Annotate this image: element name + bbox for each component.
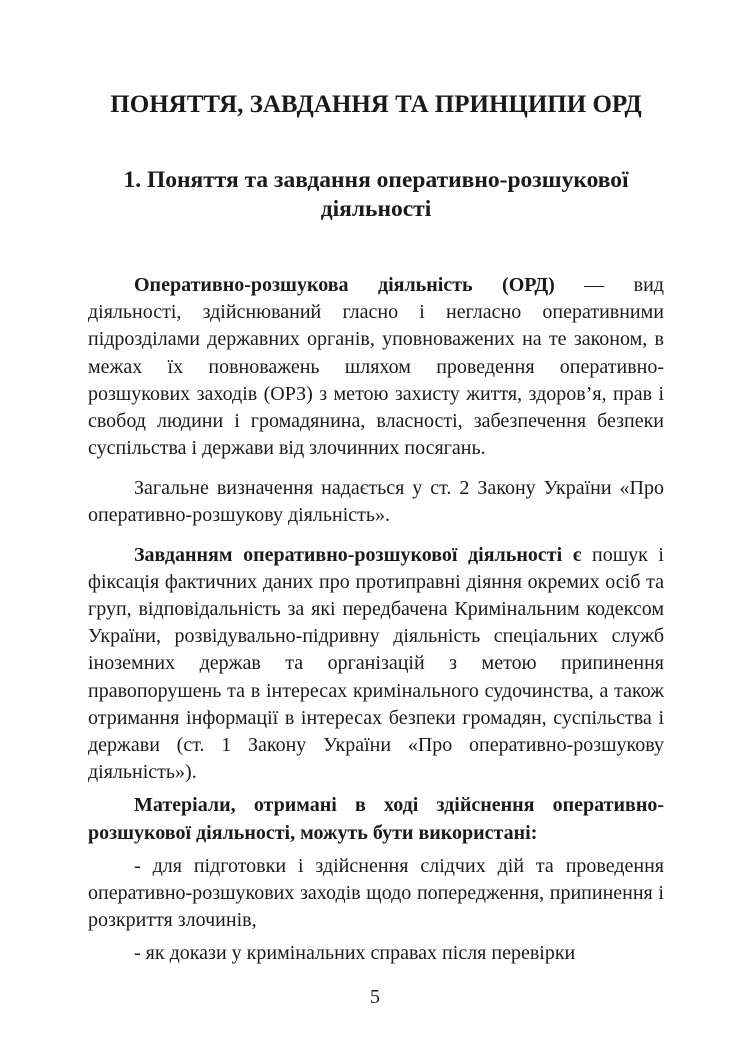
term-materials: Матеріали, отримані в ході здійснення оперативно-розшукової діяльності, можуть бути використані: xyxy=(88,794,664,844)
list-item-evidence-text: - як докази у кримінальних справах після перевірки xyxy=(134,942,576,965)
chapter-title: ПОНЯТТЯ, ЗАВДАННЯ ТА ПРИНЦИПИ ОРД xyxy=(110,91,642,118)
body-text xyxy=(88,272,664,968)
section-title xyxy=(88,166,664,224)
paragraph-materials xyxy=(88,792,664,846)
section-title-line-2: діяльності xyxy=(320,196,432,222)
list-item-investigation xyxy=(88,853,664,935)
list-item-investigation-text: - для підготовки і здійснення слідчих дій та проведення оперативно-розшукових заходів щодо попередження, припинення і розкриття злочинів, xyxy=(88,854,664,932)
paragraph-law-reference xyxy=(88,475,664,529)
term-tasks: Завданням оперативно-розшукової діяльності є xyxy=(134,543,582,566)
paragraph-definition xyxy=(88,272,664,462)
section-title-line-1: 1. Поняття та завдання оперативно-розшукової xyxy=(123,167,629,193)
law-reference-text: Загальне визначення надається у ст. 2 Закону України «Про оперативно-розшукову діяльність». xyxy=(88,476,664,527)
page-number: 5 xyxy=(370,986,380,1008)
list-item-evidence xyxy=(88,940,664,967)
tasks-text: пошук і фіксація фактичних даних про протиправні діяння окремих осіб та груп, відповідальність за які передбачена Кримінальним кодексом України, розвідувально-підривну діяльність спеціальних служб іноземних держав та організацій з метою припинення правопорушень та в інтересах кримінального судочинства, а також отримання інформації в інтересах безпеки громадян, суспільства і держави (ст. 1 Закону України «Про оперативно-розшукову діяльність»). xyxy=(88,543,664,784)
definition-text: — вид діяльності, здійснюваний гласно і негласно оперативними підрозділами державних органів, уповноважених на те законом, в межах їх повноважень шляхом проведення оперативно-розшукових заходів (ОРЗ) з метою захисту життя, здоров’я, прав і свобод людини і громадянина, власності, забезпечення безпеки суспільства і держави від злочинних посягань. xyxy=(88,274,664,460)
paragraph-tasks xyxy=(88,542,664,787)
term-ord: Оперативно-розшукова діяльність (ОРД) xyxy=(134,274,555,296)
